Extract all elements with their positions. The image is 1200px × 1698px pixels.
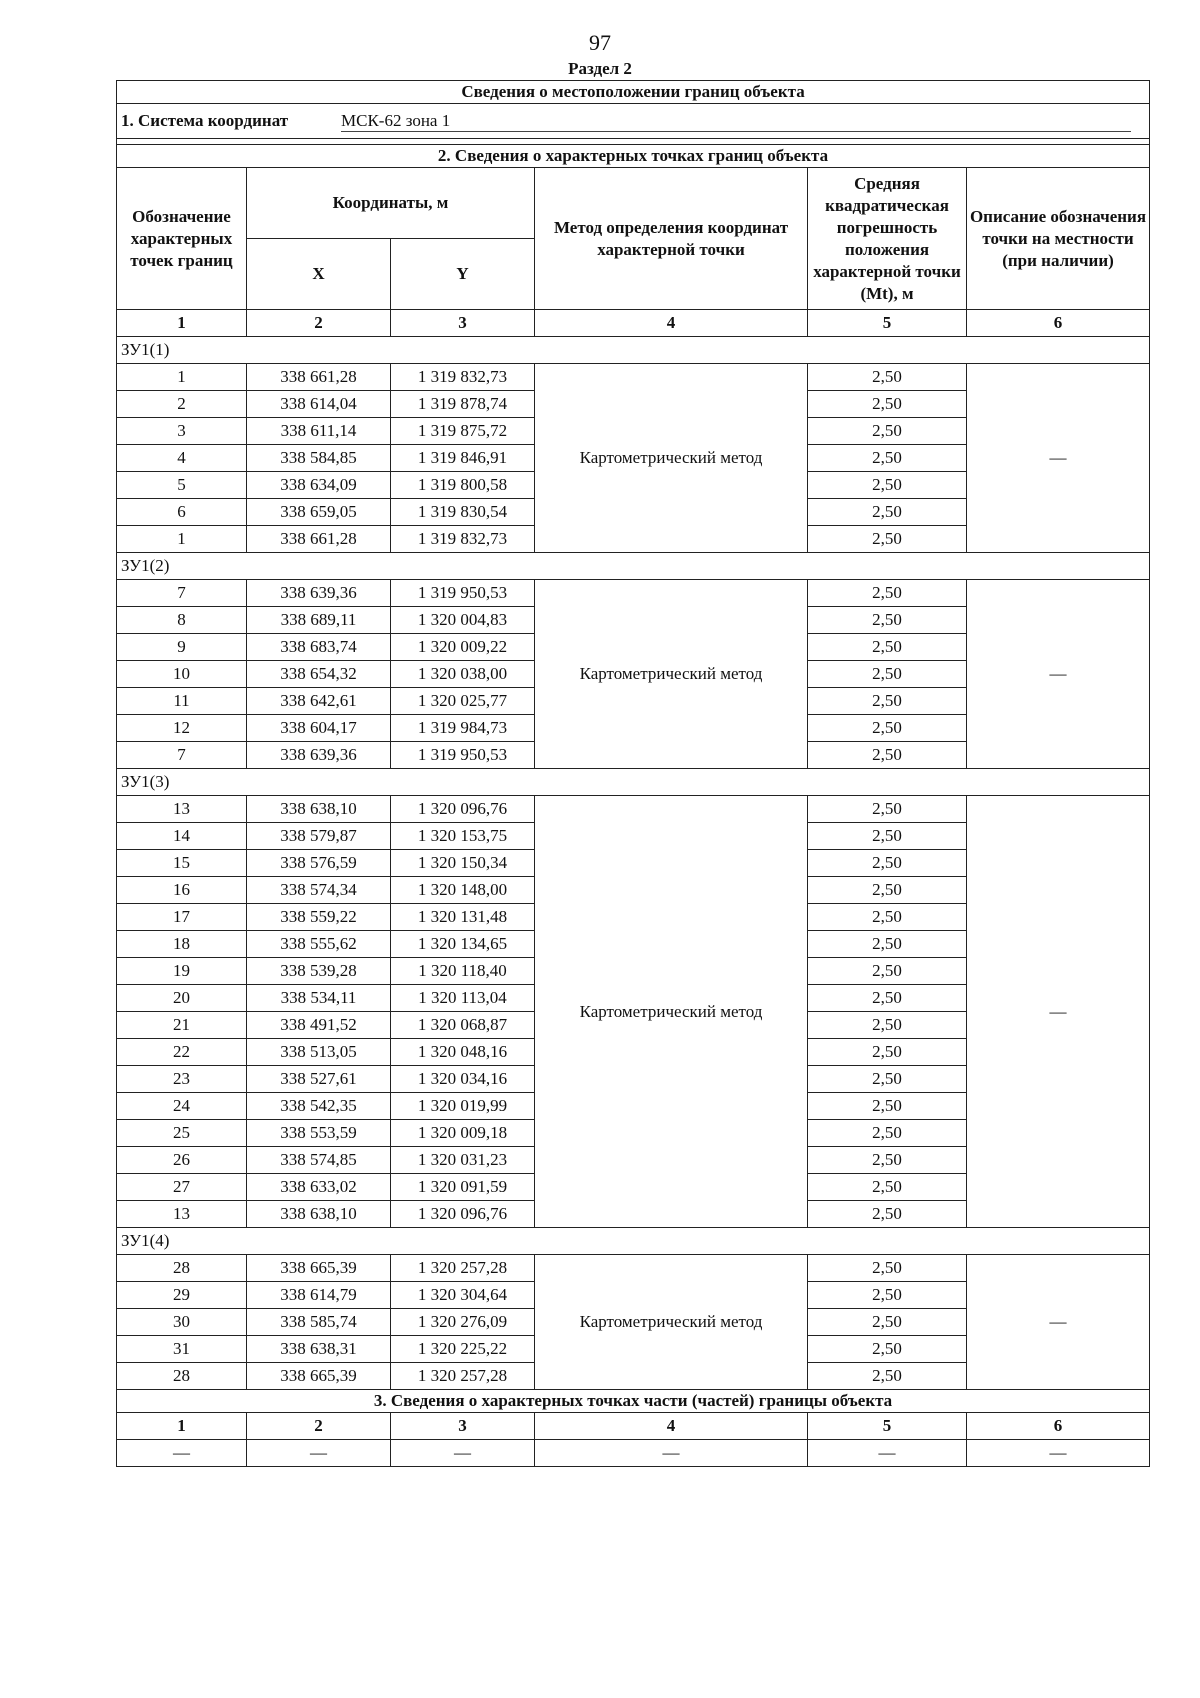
- point-number: 13: [117, 796, 247, 823]
- header-coords: Координаты, м: [247, 168, 535, 239]
- col-number: 2: [247, 1413, 391, 1440]
- point-number: 3: [117, 418, 247, 445]
- coord-x: 338 539,28: [247, 958, 391, 985]
- coord-x: 338 665,39: [247, 1255, 391, 1282]
- point-number: 16: [117, 877, 247, 904]
- method-cell: Картометрический метод: [535, 796, 808, 1228]
- error-mt: 2,50: [808, 1255, 967, 1282]
- point-number: 17: [117, 904, 247, 931]
- coord-x: 338 574,34: [247, 877, 391, 904]
- coord-y: 1 319 800,58: [391, 472, 535, 499]
- error-mt: 2,50: [808, 634, 967, 661]
- coord-x: 338 611,14: [247, 418, 391, 445]
- parts-cell: —: [535, 1440, 808, 1467]
- error-mt: 2,50: [808, 364, 967, 391]
- point-number: 2: [117, 391, 247, 418]
- error-mt: 2,50: [808, 688, 967, 715]
- error-mt: 2,50: [808, 1363, 967, 1390]
- coord-y: 1 320 091,59: [391, 1174, 535, 1201]
- error-mt: 2,50: [808, 850, 967, 877]
- coord-x: 338 638,31: [247, 1336, 391, 1363]
- group-header-row: [117, 769, 1150, 796]
- error-mt: 2,50: [808, 796, 967, 823]
- error-mt: 2,50: [808, 823, 967, 850]
- coord-x: 338 534,11: [247, 985, 391, 1012]
- point-number: 1: [117, 526, 247, 553]
- header-y: Y: [391, 239, 535, 310]
- coord-y: 1 320 009,22: [391, 634, 535, 661]
- coord-x: 338 574,85: [247, 1147, 391, 1174]
- coord-y: 1 319 950,53: [391, 580, 535, 607]
- header-description: Описание обозначения точки на местности (при наличии): [967, 168, 1150, 310]
- coord-system-label: 1. Система координат: [121, 110, 289, 130]
- point-number: 8: [117, 607, 247, 634]
- coord-y: 1 319 950,53: [391, 742, 535, 769]
- description-cell: —: [967, 364, 1150, 553]
- group-name: ЗУ1(2): [117, 553, 1150, 580]
- point-number: 20: [117, 985, 247, 1012]
- col-number: 2: [247, 310, 391, 337]
- coord-x: 338 614,04: [247, 391, 391, 418]
- group-name: ЗУ1(4): [117, 1228, 1150, 1255]
- point-number: 6: [117, 499, 247, 526]
- point-number: 4: [117, 445, 247, 472]
- coord-y: 1 319 878,74: [391, 391, 535, 418]
- coord-x: 338 555,62: [247, 931, 391, 958]
- col-number: 3: [391, 1413, 535, 1440]
- group-name: ЗУ1(1): [117, 337, 1150, 364]
- error-mt: 2,50: [808, 904, 967, 931]
- coord-y: 1 319 832,73: [391, 526, 535, 553]
- error-mt: 2,50: [808, 1282, 967, 1309]
- parts-cell: —: [391, 1440, 535, 1467]
- error-mt: 2,50: [808, 985, 967, 1012]
- coord-x: 338 634,09: [247, 472, 391, 499]
- coord-x: 338 527,61: [247, 1066, 391, 1093]
- coord-x: 338 542,35: [247, 1093, 391, 1120]
- point-number: 11: [117, 688, 247, 715]
- point-number: 31: [117, 1336, 247, 1363]
- coord-y: 1 320 068,87: [391, 1012, 535, 1039]
- coord-y: 1 320 148,00: [391, 877, 535, 904]
- coord-x: 338 604,17: [247, 715, 391, 742]
- coord-y: 1 319 830,54: [391, 499, 535, 526]
- coord-y: 1 319 846,91: [391, 445, 535, 472]
- coord-y: 1 320 113,04: [391, 985, 535, 1012]
- parts-cell: —: [117, 1440, 247, 1467]
- coord-y: 1 319 984,73: [391, 715, 535, 742]
- parts-title: 3. Сведения о характерных точках части (частей) границы объекта: [117, 1390, 1150, 1413]
- point-number: 27: [117, 1174, 247, 1201]
- error-mt: 2,50: [808, 958, 967, 985]
- coord-y: 1 319 832,73: [391, 364, 535, 391]
- coord-y: 1 320 118,40: [391, 958, 535, 985]
- group-name: ЗУ1(3): [117, 769, 1150, 796]
- coord-x: 338 513,05: [247, 1039, 391, 1066]
- coord-y: 1 320 096,76: [391, 1201, 535, 1228]
- error-mt: 2,50: [808, 526, 967, 553]
- coord-y: 1 320 257,28: [391, 1363, 535, 1390]
- parts-row: [117, 1440, 1150, 1467]
- error-mt: 2,50: [808, 1336, 967, 1363]
- error-mt: 2,50: [808, 391, 967, 418]
- coord-x: 338 579,87: [247, 823, 391, 850]
- error-mt: 2,50: [808, 661, 967, 688]
- coord-y: 1 320 304,64: [391, 1282, 535, 1309]
- table-row: [117, 796, 1150, 823]
- error-mt: 2,50: [808, 715, 967, 742]
- coord-x: 338 661,28: [247, 526, 391, 553]
- coord-x: 338 689,11: [247, 607, 391, 634]
- col-number: 6: [967, 1413, 1150, 1440]
- coord-x: 338 584,85: [247, 445, 391, 472]
- coord-x: 338 614,79: [247, 1282, 391, 1309]
- description-cell: —: [967, 1255, 1150, 1390]
- section-title: Раздел 2: [568, 59, 632, 78]
- error-mt: 2,50: [808, 877, 967, 904]
- method-cell: Картометрический метод: [535, 1255, 808, 1390]
- point-number: 28: [117, 1255, 247, 1282]
- page-number: 97: [589, 30, 611, 55]
- error-mt: 2,50: [808, 1201, 967, 1228]
- error-mt: 2,50: [808, 1309, 967, 1336]
- coord-y: 1 320 096,76: [391, 796, 535, 823]
- coord-x: 338 585,74: [247, 1309, 391, 1336]
- point-number: 30: [117, 1309, 247, 1336]
- point-number: 25: [117, 1120, 247, 1147]
- group-header-row: [117, 1228, 1150, 1255]
- error-mt: 2,50: [808, 1147, 967, 1174]
- coord-x: 338 665,39: [247, 1363, 391, 1390]
- parts-cell: —: [247, 1440, 391, 1467]
- table-row: [117, 364, 1150, 391]
- coord-x: 338 639,36: [247, 580, 391, 607]
- coord-y: 1 320 276,09: [391, 1309, 535, 1336]
- point-number: 15: [117, 850, 247, 877]
- col-number: 3: [391, 310, 535, 337]
- coord-y: 1 320 038,00: [391, 661, 535, 688]
- coord-x: 338 654,32: [247, 661, 391, 688]
- points-title: 2. Сведения о характерных точках границ объекта: [117, 145, 1150, 168]
- table-row: [117, 580, 1150, 607]
- point-number: 5: [117, 472, 247, 499]
- error-mt: 2,50: [808, 607, 967, 634]
- point-number: 7: [117, 742, 247, 769]
- point-number: 18: [117, 931, 247, 958]
- coord-x: 338 639,36: [247, 742, 391, 769]
- coord-system-row: [117, 104, 1150, 139]
- coord-y: 1 320 019,99: [391, 1093, 535, 1120]
- table-title: Сведения о местоположении границ объекта: [117, 81, 1150, 104]
- group-header-row: [117, 337, 1150, 364]
- coord-x: 338 683,74: [247, 634, 391, 661]
- error-mt: 2,50: [808, 1012, 967, 1039]
- header-method: Метод определения координат характерной точки: [535, 168, 808, 310]
- method-cell: Картометрический метод: [535, 364, 808, 553]
- description-cell: —: [967, 580, 1150, 769]
- parts-cell: —: [967, 1440, 1150, 1467]
- error-mt: 2,50: [808, 1093, 967, 1120]
- coord-x: 338 642,61: [247, 688, 391, 715]
- coord-y: 1 320 031,23: [391, 1147, 535, 1174]
- coord-y: 1 320 034,16: [391, 1066, 535, 1093]
- point-number: 28: [117, 1363, 247, 1390]
- coord-x: 338 661,28: [247, 364, 391, 391]
- point-number: 7: [117, 580, 247, 607]
- description-cell: —: [967, 796, 1150, 1228]
- point-number: 26: [117, 1147, 247, 1174]
- point-number: 14: [117, 823, 247, 850]
- column-numbers-row: [117, 310, 1150, 337]
- coord-x: 338 576,59: [247, 850, 391, 877]
- header-designation: Обозначение характерных точек границ: [117, 168, 247, 310]
- col-number: 4: [535, 1413, 808, 1440]
- point-number: 22: [117, 1039, 247, 1066]
- coord-y: 1 320 134,65: [391, 931, 535, 958]
- parts-column-numbers-row: [117, 1413, 1150, 1440]
- header-x: X: [247, 239, 391, 310]
- coord-y: 1 320 153,75: [391, 823, 535, 850]
- coord-y: 1 320 004,83: [391, 607, 535, 634]
- error-mt: 2,50: [808, 472, 967, 499]
- point-number: 24: [117, 1093, 247, 1120]
- boundary-table: [116, 80, 1150, 1467]
- coord-x: 338 559,22: [247, 904, 391, 931]
- coord-y: 1 320 225,22: [391, 1336, 535, 1363]
- coord-x: 338 553,59: [247, 1120, 391, 1147]
- coord-x: 338 659,05: [247, 499, 391, 526]
- table-row: [117, 1255, 1150, 1282]
- error-mt: 2,50: [808, 499, 967, 526]
- coord-y: 1 320 131,48: [391, 904, 535, 931]
- col-number: 1: [117, 1413, 247, 1440]
- error-mt: 2,50: [808, 1039, 967, 1066]
- coord-y: 1 320 048,16: [391, 1039, 535, 1066]
- point-number: 13: [117, 1201, 247, 1228]
- error-mt: 2,50: [808, 742, 967, 769]
- point-number: 19: [117, 958, 247, 985]
- col-number: 5: [808, 1413, 967, 1440]
- parts-cell: —: [808, 1440, 967, 1467]
- error-mt: 2,50: [808, 418, 967, 445]
- col-number: 1: [117, 310, 247, 337]
- error-mt: 2,50: [808, 1174, 967, 1201]
- coord-y: 1 320 257,28: [391, 1255, 535, 1282]
- col-number: 5: [808, 310, 967, 337]
- point-number: 23: [117, 1066, 247, 1093]
- error-mt: 2,50: [808, 445, 967, 472]
- point-number: 10: [117, 661, 247, 688]
- coord-y: 1 320 009,18: [391, 1120, 535, 1147]
- coord-y: 1 319 875,72: [391, 418, 535, 445]
- point-number: 12: [117, 715, 247, 742]
- error-mt: 2,50: [808, 1066, 967, 1093]
- error-mt: 2,50: [808, 1120, 967, 1147]
- col-number: 6: [967, 310, 1150, 337]
- point-number: 1: [117, 364, 247, 391]
- coord-y: 1 320 025,77: [391, 688, 535, 715]
- coord-x: 338 491,52: [247, 1012, 391, 1039]
- coord-x: 338 633,02: [247, 1174, 391, 1201]
- error-mt: 2,50: [808, 580, 967, 607]
- group-header-row: [117, 553, 1150, 580]
- coord-x: 338 638,10: [247, 796, 391, 823]
- point-number: 21: [117, 1012, 247, 1039]
- point-number: 29: [117, 1282, 247, 1309]
- error-mt: 2,50: [808, 931, 967, 958]
- coord-y: 1 320 150,34: [391, 850, 535, 877]
- method-cell: Картометрический метод: [535, 580, 808, 769]
- col-number: 4: [535, 310, 808, 337]
- header-error: Средняя квадратическая погрешность положения характерной точки (Mt), м: [808, 168, 967, 310]
- coord-system-value: МСК-62 зона 1: [341, 111, 1131, 132]
- point-number: 9: [117, 634, 247, 661]
- coord-x: 338 638,10: [247, 1201, 391, 1228]
